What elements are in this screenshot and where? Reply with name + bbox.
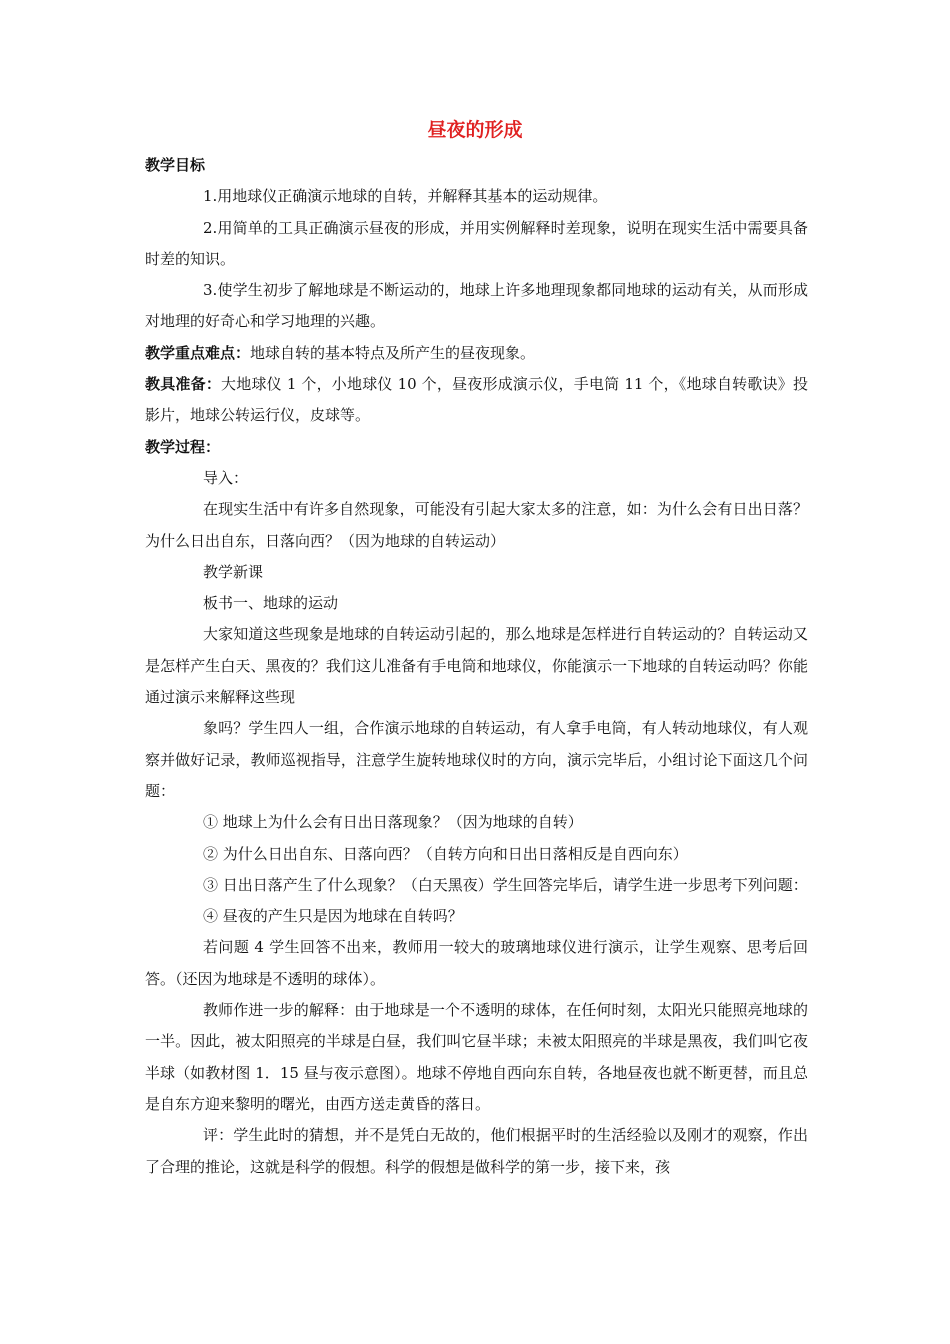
process-question: ② 为什么日出自东、日落向西？（自转方向和日出日落相反是自西向东） [203, 844, 688, 863]
materials-label: 教具准备： [145, 375, 222, 394]
process-question: ④ 昼夜的产生只是因为地球在自转吗？ [203, 907, 463, 926]
objective-item: 1.用地球仪正确演示地球的自转，并解释其基本的运动规律。 [203, 187, 608, 206]
document-body [145, 150, 808, 1183]
document-title: 昼夜的形成 [427, 119, 523, 141]
objective-item: 2.用简单的工具正确演示昼夜的形成，并用实例解释时差现象，说明在现实生活中需要具备时差的知识。 [145, 218, 808, 268]
objectives-heading: 教学目标 [145, 156, 206, 174]
objective-item: 3.使学生初步了解地球是不断运动的，地球上许多地理现象都同地球的运动有关，从而形成对地理的好奇心和学习地理的兴趣。 [145, 281, 808, 331]
key-points-label: 教学重点难点： [145, 343, 251, 362]
process-heading: 教学过程： [145, 437, 221, 456]
key-points-paragraph [145, 338, 808, 369]
process-paragraph: 在现实生活中有许多自然现象，可能没有引起大家太多的注意，如：为什么会有日出日落？为什么日出自东，日落向西？（因为地球的自转运动） [145, 500, 808, 550]
key-points-text: 地球自转的基本特点及所产生的昼夜现象。 [250, 343, 536, 362]
process-question: ① 地球上为什么会有日出日落现象？（因为地球的自转） [203, 813, 583, 832]
process-paragraph: 导入： [203, 468, 249, 487]
materials-paragraph [145, 369, 808, 432]
process-question: ③ 日出日落产生了什么现象？（白天黑夜）学生回答完毕后，请学生进一步思考下列问题： [203, 875, 808, 894]
process-paragraph: 教师作进一步的解释：由于地球是一个不透明的球体，在任何时刻，太阳光只能照亮地球的一半。因此，被太阳照亮的半球是白昼，我们叫它昼半球；未被太阳照亮的半球是黑夜，我们叫它夜半球（如教材图 1．15 昼与夜示意图）。地球不停地自西向东自转，各地昼夜也就不断更替，而且总是自东方迎来黎明的曙光，由西方送走黄昏的落日。 [145, 1001, 808, 1113]
process-paragraph: 象吗？学生四人一组，合作演示地球的自转运动，有人拿手电筒，有人转动地球仪，有人观察并做好记录，教师巡视指导，注意学生旋转地球仪时的方向，演示完毕后，小组讨论下面这几个问题： [145, 719, 808, 800]
process-paragraph: 教学新课 [203, 562, 264, 581]
process-paragraph: 大家知道这些现象是地球的自转运动引起的，那么地球是怎样进行自转运动的？自转运动又是怎样产生白天、黑夜的？我们这儿准备有手电筒和地球仪，你能演示一下地球的自转运动吗？你能通过演示来解释这些现 [145, 625, 808, 707]
process-paragraph: 若问题 4 学生回答不出来，教师用一较大的玻璃地球仪进行演示，让学生观察、思考后回答。（还因为地球是不透明的球体）。 [145, 938, 808, 988]
process-paragraph: 板书一、地球的运动 [203, 594, 339, 613]
process-paragraph: 评：学生此时的猜想，并不是凭白无故的，他们根据平时的生活经验以及刚才的观察，作出了合理的推论，这就是科学的假想。科学的假想是做科学的第一步，接下来，孩 [145, 1126, 808, 1176]
materials-text: 大地球仪 1 个，小地球仪 10 个，昼夜形成演示仪，手电筒 11 个，《地球自转歌诀》投影片，地球公转运行仪，皮球等。 [145, 375, 808, 425]
